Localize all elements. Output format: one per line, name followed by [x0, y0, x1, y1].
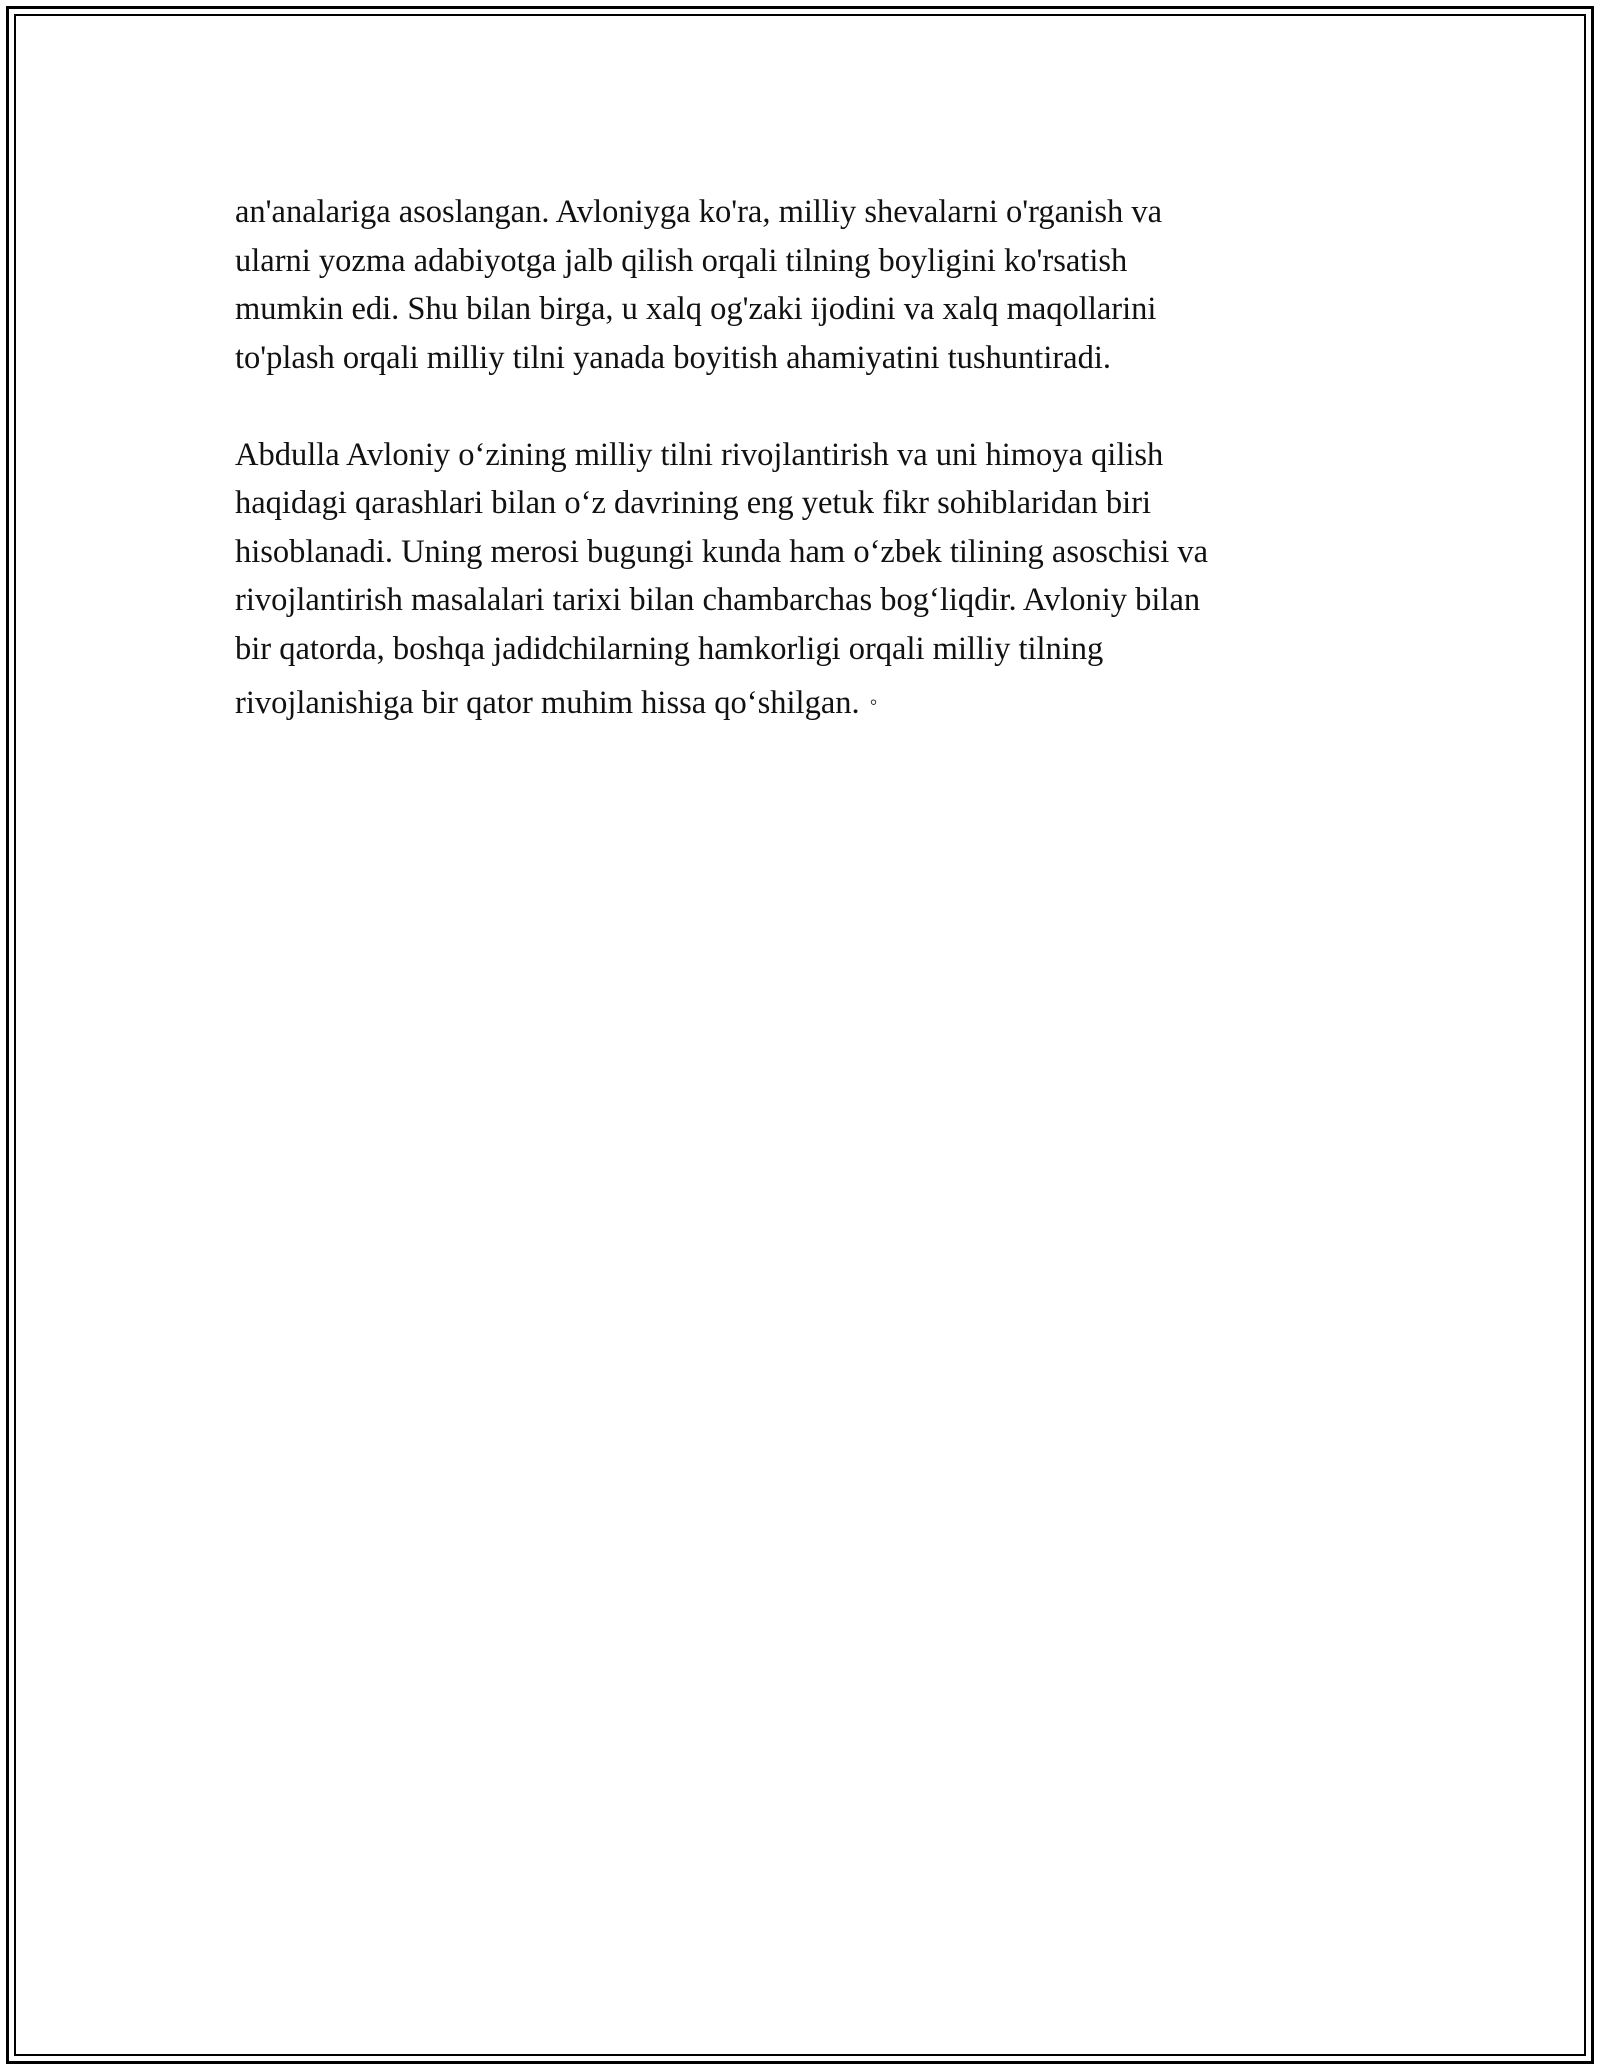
paragraph-line: an'analariga asoslangan. Avloniyga ko'ra, milliy shevalarni o'rganish va — [235, 194, 1163, 230]
paragraph-line: rivojlantirish masalalari tarixi bilan chambarchas bog‘liqdir. Avloniy bilan — [235, 582, 1201, 618]
paragraph-1 — [235, 188, 1355, 382]
paragraph-line: haqidagi qarashlari bilan o‘z davrining eng yetuk fikr sohiblaridan biri — [235, 485, 1152, 521]
document-body — [235, 188, 1355, 732]
paragraph-line: mumkin edi. Shu bilan birga, u xalq og'zaki ijodini va xalq maqollarini — [235, 291, 1157, 327]
paragraph-line: to'plash orqali milliy tilni yanada boyitish ahamiyatini tushuntiradi. — [235, 339, 1112, 376]
paragraph-line: ularni yozma adabiyotga jalb qilish orqali tilning boyligini ko'rsatish — [235, 242, 1128, 279]
paragraph-2 — [235, 431, 1355, 733]
paragraph-line: bir qatorda, boshqa jadidchilarning hamkorligi orqali milliy tilning — [235, 630, 1104, 667]
circle-mark-icon: ◦ — [869, 689, 878, 714]
paragraph-last-line — [235, 673, 1355, 732]
paragraph-line: hisoblanadi. Uning merosi bugungi kunda ham o‘zbek tilining asoschisi va — [235, 533, 1209, 570]
paragraph-line-text: rivojlanishiga bir qator muhim hissa qo‘shilgan. — [235, 685, 860, 721]
paragraph-line: Abdulla Avloniy o‘zining milliy tilni rivojlantirish va uni himoya qilish — [235, 436, 1164, 473]
